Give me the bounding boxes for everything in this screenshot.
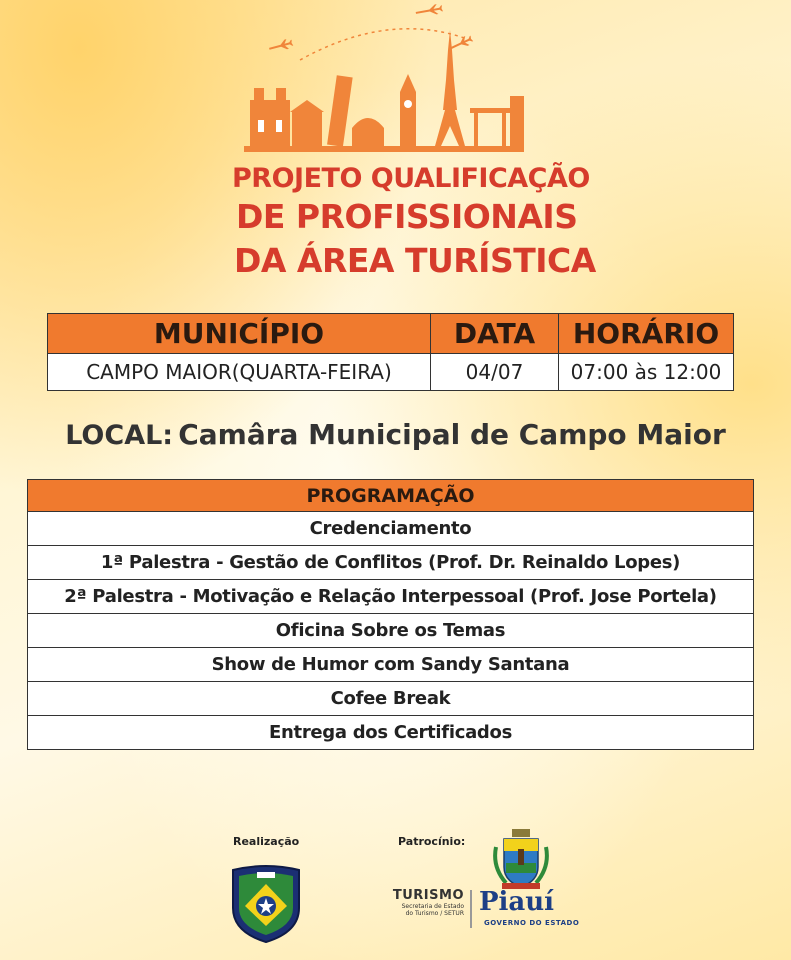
cell-municipio: CAMPO MAIOR(QUARTA-FEIRA): [48, 354, 431, 391]
logo-divider: [470, 890, 472, 928]
info-table: [47, 313, 734, 391]
realizacao-label: Realização: [233, 835, 300, 848]
turismo-title: TURISMO: [392, 888, 464, 903]
turismo-sub-2: do Turismo / SETUR: [405, 910, 464, 917]
turismo-sub-1: Secretaria de Estado: [401, 903, 464, 910]
list-item: Oficina Sobre os Temas: [28, 614, 754, 648]
list-item: Entrega dos Certificados: [28, 716, 754, 750]
cell-data: 04/07: [431, 354, 559, 391]
police-badge-logo: [229, 864, 303, 944]
list-item: Cofee Break: [28, 682, 754, 716]
list-item: 1ª Palestra - Gestão de Conflitos (Prof. Dr. Reinaldo Lopes): [28, 546, 754, 580]
local-line: [0, 418, 791, 451]
title-line-2: DE PROFISSIONAIS: [236, 197, 578, 236]
title-line-3: DA ÁREA TURÍSTICA: [234, 241, 596, 280]
piaui-coat-of-arms: [492, 827, 550, 891]
local-label: LOCAL:: [65, 420, 174, 451]
list-item: Show de Humor com Sandy Santana: [28, 648, 754, 682]
patrocinio-label: Patrocínio:: [398, 835, 466, 848]
programacao-table: [27, 479, 754, 750]
col-data: DATA: [431, 314, 559, 354]
governo-label: GOVERNO DO ESTADO: [484, 919, 580, 927]
cell-horario: 07:00 às 12:00: [559, 354, 734, 391]
skyline-logo: [240, 0, 530, 160]
table-row: [48, 354, 734, 391]
info-table-header: [48, 314, 734, 354]
airplane-icon: [268, 38, 294, 54]
col-horario: HORÁRIO: [559, 314, 734, 354]
turismo-logo: [382, 888, 464, 917]
airplane-icon: [415, 3, 443, 18]
local-value: Camâra Municipal de Campo Maior: [178, 418, 726, 451]
piaui-wordmark: Piauí: [479, 887, 555, 917]
title-line-1: PROJETO QUALIFICAÇÃO: [232, 163, 590, 194]
list-item: Credenciamento: [28, 512, 754, 546]
programacao-header: PROGRAMAÇÃO: [28, 480, 754, 512]
list-item: 2ª Palestra - Motivação e Relação Interpessoal (Prof. Jose Portela): [28, 580, 754, 614]
col-municipio: MUNICÍPIO: [48, 314, 431, 354]
